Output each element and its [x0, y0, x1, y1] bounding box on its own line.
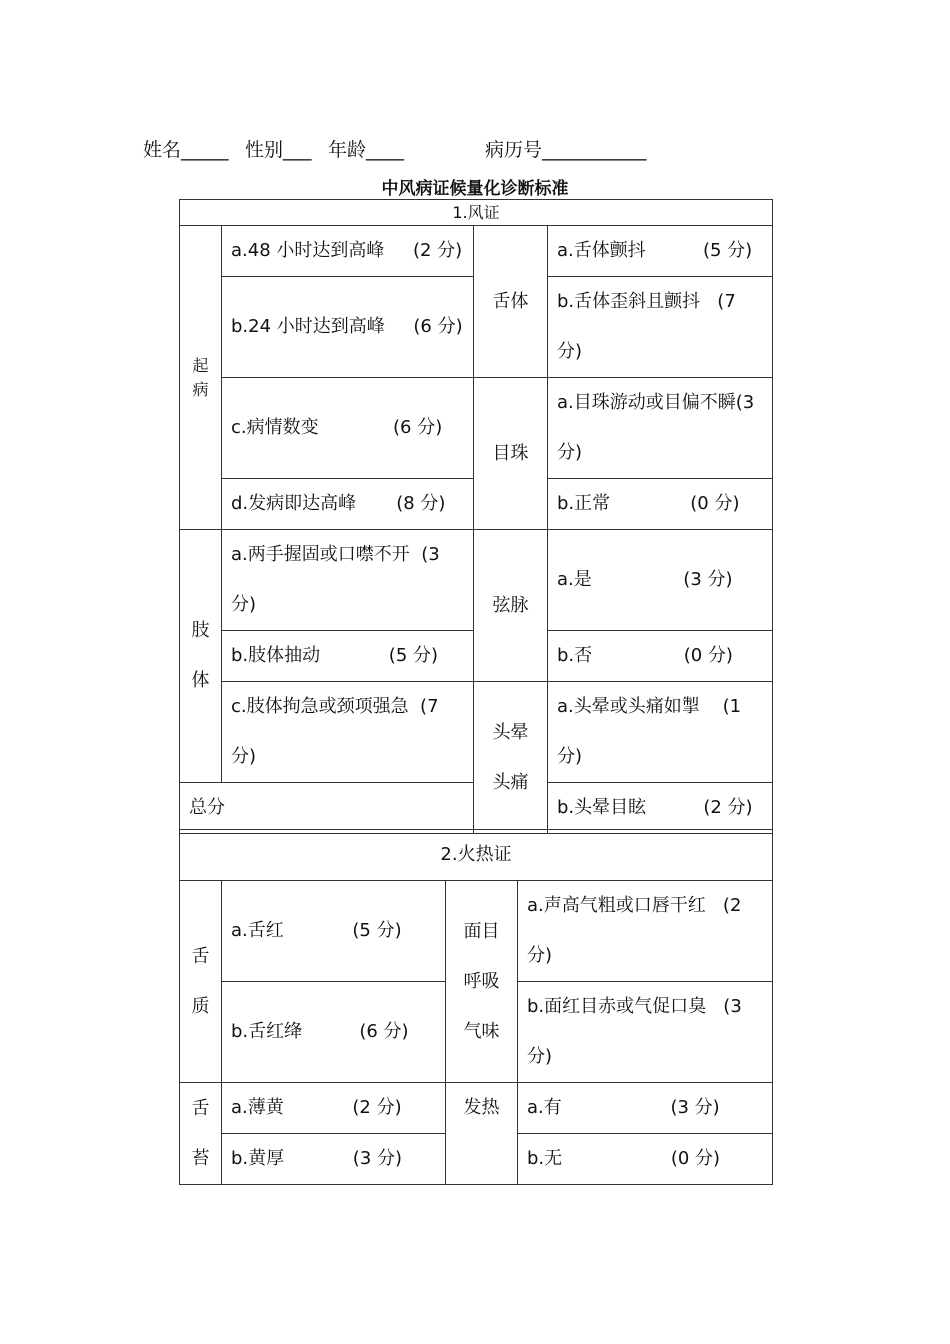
- face-a: a.声高气粗或口唇干红 (2 分): [518, 881, 773, 982]
- header-gender: 性别___: [245, 139, 312, 161]
- eye-b: b.正常 (0 分): [548, 479, 773, 530]
- fever-b: b.无 (0 分): [518, 1134, 773, 1185]
- header-age: 年龄____: [328, 139, 405, 161]
- coat-a: a.薄黄 (2 分): [222, 1083, 446, 1134]
- section-fire: 2.火热证: [180, 830, 773, 881]
- tongue-quality-a: a.舌红 (5 分): [222, 881, 446, 982]
- dizzy-b: b.头晕目眩 (2 分): [548, 783, 773, 834]
- section-wind: 1.风证: [180, 200, 773, 226]
- onset-c: c.病情数变 (6 分): [222, 378, 474, 479]
- onset-a: a.48 小时达到高峰 (2 分): [222, 226, 474, 277]
- tongue-body-b: b.舌体歪斜且颤抖 (7 分): [548, 277, 773, 378]
- limb-label: 肢 体: [180, 530, 222, 783]
- tongue-body-a: a.舌体颤抖 (5 分): [548, 226, 773, 277]
- tongue-body-label: 舌体: [474, 226, 548, 378]
- onset-b: b.24 小时达到高峰 (6 分): [222, 277, 474, 378]
- wind-syndrome-table: [179, 199, 773, 834]
- limb-a: a.两手握固或口噤不开 (3 分): [222, 530, 474, 631]
- pulse-b: b.否 (0 分): [548, 631, 773, 682]
- page-title: 中风病证候量化诊断标准: [381, 179, 569, 199]
- dizzy-label: 头晕 头痛: [474, 682, 548, 834]
- fever-label: 发热: [446, 1083, 518, 1185]
- eye-a: a.目珠游动或目偏不瞬(3 分): [548, 378, 773, 479]
- dizzy-a: a.头晕或头痛如掣 (1 分): [548, 682, 773, 783]
- header-name: 姓名_____: [143, 139, 229, 161]
- tongue-quality-label: 舌 质: [180, 881, 222, 1083]
- header-record: 病历号___________: [485, 139, 647, 161]
- limb-c: c.肢体拘急或颈项强急 (7 分): [222, 682, 474, 783]
- onset-d: d.发病即达高峰 (8 分): [222, 479, 474, 530]
- pulse-a: a.是 (3 分): [548, 530, 773, 631]
- onset-label: 起 病: [180, 226, 222, 530]
- eye-label: 目珠: [474, 378, 548, 530]
- total-score: 总分: [180, 783, 474, 834]
- face-b: b.面红目赤或气促口臭 (3 分): [518, 982, 773, 1083]
- fever-a: a.有 (3 分): [518, 1083, 773, 1134]
- coat-label: 舌 苔: [180, 1083, 222, 1185]
- pulse-label: 弦脉: [474, 530, 548, 682]
- tongue-quality-b: b.舌红绛 (6 分): [222, 982, 446, 1083]
- face-label: 面目 呼吸 气味: [446, 881, 518, 1083]
- coat-b: b.黄厚 (3 分): [222, 1134, 446, 1185]
- limb-b: b.肢体抽动 (5 分): [222, 631, 474, 682]
- fire-syndrome-table: [179, 829, 773, 1185]
